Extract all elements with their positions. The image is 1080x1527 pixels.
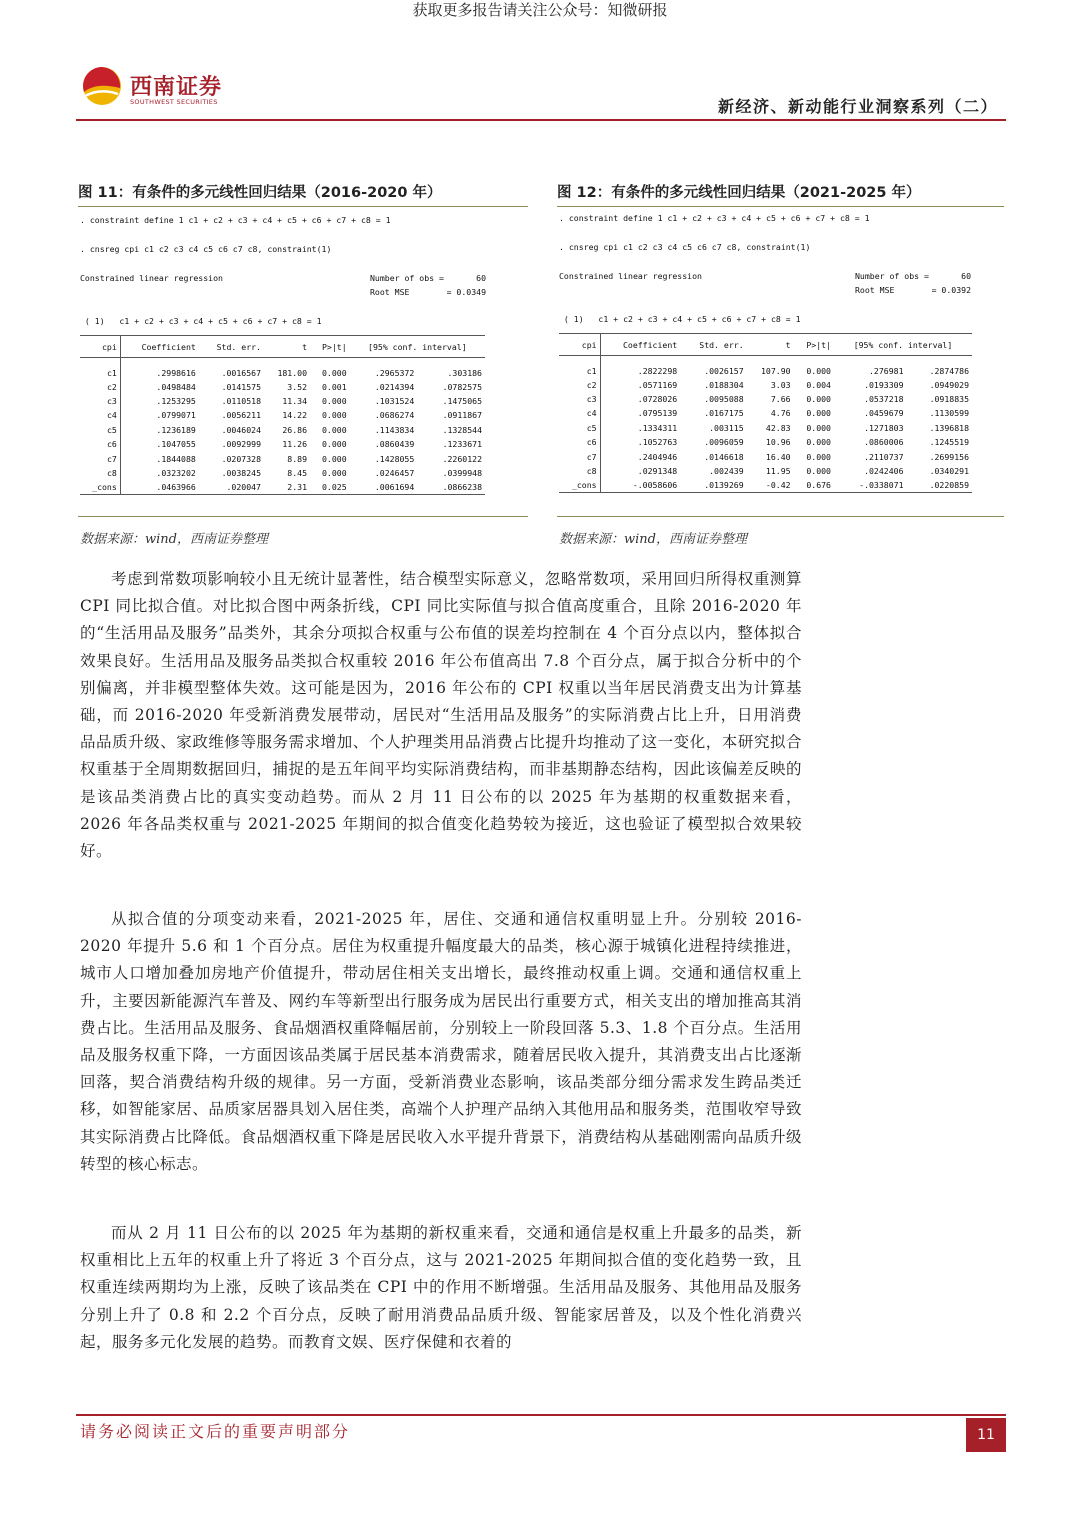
table-cell: .0139269 <box>704 480 744 491</box>
regression-command: . cnsreg cpi c1 c2 c3 c4 c5 c6 c7 c8, constraint(1) <box>80 244 332 254</box>
table-cell: .1233671 <box>442 439 482 450</box>
table-cell: .0026157 <box>704 365 744 376</box>
table-cell: .1844088 <box>156 453 196 464</box>
table-cell: c8 <box>80 466 120 480</box>
table-cell: -0.42 <box>765 480 791 491</box>
footer-divider <box>76 1414 1006 1416</box>
nobs-value: 60 <box>476 273 486 283</box>
table-cell: .0146618 <box>704 451 744 462</box>
table-cell: .1047055 <box>156 439 196 450</box>
table-cell: c5 <box>80 423 120 437</box>
table-cell: 3.52 <box>287 381 308 392</box>
regression-command: . cnsreg cpi c1 c2 c3 c4 c5 c6 c7 c8, constraint(1) <box>559 242 811 252</box>
table-cell: 0.000 <box>806 408 831 419</box>
stata-output <box>557 207 1004 517</box>
col-header: Coefficient <box>622 339 678 350</box>
constraint-line: ( 1) c1 + c2 + c3 + c4 + c5 + c6 + c7 + c8 = 1 <box>80 316 322 326</box>
table-row <box>559 378 972 392</box>
table-cell: .0220859 <box>929 480 969 491</box>
table-cell: 11.95 <box>765 466 791 477</box>
figure-12 <box>557 183 1004 517</box>
table-cell: .0214394 <box>374 381 415 392</box>
table-cell: c7 <box>80 451 120 465</box>
figure-12-source: 数据来源：wind，西南证券整理 <box>559 532 747 547</box>
table-cell: .0728026 <box>637 394 678 405</box>
col-header: Std. err. <box>699 339 744 350</box>
table-row <box>80 380 485 394</box>
table-cell: .0038245 <box>221 468 261 479</box>
table-cell: 0.001 <box>322 381 347 392</box>
table-cell: _cons <box>559 478 600 492</box>
table-header-row <box>80 336 485 358</box>
table-cell: .0782575 <box>442 381 482 392</box>
table-cell: 0.000 <box>322 410 347 421</box>
table-cell: -.0058606 <box>632 480 678 491</box>
table-cell: .1396818 <box>929 422 969 433</box>
table-cell: 0.000 <box>806 451 831 462</box>
table-cell: .0866238 <box>442 482 482 493</box>
table-cell: .0167175 <box>704 408 744 419</box>
table-cell: .2404946 <box>637 451 678 462</box>
table-cell: 0.000 <box>322 424 347 435</box>
table-cell: .1052763 <box>637 437 678 448</box>
table-cell: c7 <box>559 449 600 463</box>
rmse-value: = 0.0392 <box>931 285 971 295</box>
table-cell: 0.676 <box>806 480 831 491</box>
table-cell: c5 <box>559 421 600 435</box>
series-title: 新经济、新动能行业洞察系列（二） <box>717 97 998 116</box>
table-cell: 16.40 <box>765 451 791 462</box>
constraint-command: . constraint define 1 c1 + c2 + c3 + c4 + c5 + c6 + c7 + c8 = 1 <box>559 213 870 223</box>
rmse-value: = 0.0349 <box>446 287 486 297</box>
table-cell: .0242406 <box>864 466 904 477</box>
table-row <box>80 466 485 480</box>
table-cell: c3 <box>80 394 120 408</box>
table-cell: .0860439 <box>374 439 415 450</box>
table-cell: c4 <box>80 408 120 422</box>
table-cell: .0141575 <box>221 381 261 392</box>
table-cell: 181.00 <box>277 367 308 378</box>
table-cell: 0.000 <box>806 437 831 448</box>
table-cell: .0056211 <box>221 410 261 421</box>
table-cell: 26.86 <box>282 424 308 435</box>
table-cell: .0799071 <box>156 410 196 421</box>
col-header: P>|t| <box>806 339 831 350</box>
table-row <box>559 449 972 463</box>
constraint-command: . constraint define 1 c1 + c2 + c3 + c4 + c5 + c6 + c7 + c8 = 1 <box>80 215 391 225</box>
table-cell: .020047 <box>226 482 261 493</box>
brand-name-en: SOUTHWEST SECURITIES <box>130 98 218 106</box>
table-cell: .0061694 <box>374 482 415 493</box>
table-cell: .0459679 <box>864 408 904 419</box>
table-cell: 107.90 <box>760 365 791 376</box>
col-header: cpi <box>80 336 120 358</box>
col-header: [95% conf. interval] <box>853 339 953 350</box>
nobs-value: 60 <box>961 271 971 281</box>
footer-disclaimer: 请务必阅读正文后的重要声明部分 <box>80 1422 351 1441</box>
table-cell: .1236189 <box>156 424 196 435</box>
rmse-label: Root MSE <box>370 287 410 297</box>
table-row <box>80 451 485 465</box>
table-cell: .0463966 <box>156 482 196 493</box>
stata-output <box>78 207 528 517</box>
table-cell: .2965372 <box>374 367 415 378</box>
figure-title: 图 12：有条件的多元线性回归结果（2021-2025 年） <box>557 183 1004 207</box>
table-cell: .2110737 <box>864 451 904 462</box>
table-row <box>559 392 972 406</box>
table-row <box>559 464 972 478</box>
table-cell: 3.03 <box>770 379 791 390</box>
col-header: [95% conf. interval] <box>368 341 467 352</box>
brand-logo <box>82 66 242 110</box>
col-header: t <box>785 339 791 350</box>
table-cell: .0323202 <box>156 468 196 479</box>
col-header: Coefficient <box>141 341 196 352</box>
table-cell: .1143834 <box>374 424 415 435</box>
table-row <box>559 356 972 378</box>
model-title: Constrained linear regression <box>559 271 702 281</box>
table-cell: .0911867 <box>442 410 482 421</box>
table-cell: 10.96 <box>765 437 791 448</box>
table-cell: 11.26 <box>282 439 308 450</box>
table-cell: .276981 <box>869 365 904 376</box>
table-cell: .2874786 <box>929 365 969 376</box>
table-cell: 0.004 <box>806 379 831 390</box>
body-paragraph: 从拟合值的分项变动来看，2021-2025 年，居住、交通和通信权重明显上升。分别较 2016-2020 年提升 5.6 和 1 个百分点。居住为权重提升幅度最大的品类，核心源于城镇化进程持续推进，城市人口增加叠加房地产价值提升，带动居住相关支出增长，最终推动权重上调。交通和通信权重上升，主要因新能源汽车普及、网约车等新型出行服务成为居民出行重要方式，相关支出的增加推高其消费占比。生活用品及服务、食品烟酒权重降幅居前，分别较上一阶段回落 5.3、1.8 个百分点。生活用品及服务权重下降，一方面因该品类属于居民基本消费需求，随着居民收入提升，其消费支出占比逐渐回落，契合消费结构升级的规律。另一方面，受新消费业态影响，该品类部分细分需求发生跨品类迁移，如智能家居、品质家居器具划入居住类，高端个人护理产品纳入其他用品和服务类，范围收窄导致其实际消费占比降低。食品烟酒权重下降是居民收入水平提升背景下，消费结构从基础刚需向品质升级转型的核心标志。 <box>80 910 802 1173</box>
regression-table <box>559 333 972 493</box>
table-cell: .0246457 <box>374 468 415 479</box>
table-cell: 0.025 <box>322 482 347 493</box>
brand-name-cn: 西南证券 <box>130 74 223 100</box>
table-cell: 14.22 <box>282 410 308 421</box>
table-cell: .0949029 <box>929 379 969 390</box>
table-cell: .303186 <box>447 367 482 378</box>
table-cell: .0340291 <box>929 466 969 477</box>
table-header-row <box>559 334 972 356</box>
table-cell: .1475065 <box>442 396 482 407</box>
table-cell: .0016567 <box>221 367 261 378</box>
table-cell: 7.66 <box>770 394 791 405</box>
table-cell: .2822298 <box>637 365 678 376</box>
table-cell: c1 <box>559 356 600 378</box>
table-cell: .1271803 <box>864 422 904 433</box>
table-cell: .003115 <box>709 422 744 433</box>
table-cell: .0498484 <box>156 381 196 392</box>
table-cell: .1328544 <box>442 424 482 435</box>
col-header: t <box>302 341 308 352</box>
table-cell: .0537218 <box>864 394 904 405</box>
table-cell: .0193309 <box>864 379 904 390</box>
table-cell: .002439 <box>709 466 744 477</box>
table-cell: 0.000 <box>322 439 347 450</box>
table-row <box>80 437 485 451</box>
table-cell: c8 <box>559 464 600 478</box>
table-cell: .0571169 <box>637 379 678 390</box>
rmse-label: Root MSE <box>855 285 895 295</box>
table-row <box>559 421 972 435</box>
table-cell: .1334311 <box>637 422 678 433</box>
table-cell: .2260122 <box>442 453 482 464</box>
table-cell: .0860006 <box>864 437 904 448</box>
table-cell: c6 <box>80 437 120 451</box>
constraint-line: ( 1) c1 + c2 + c3 + c4 + c5 + c6 + c7 + c8 = 1 <box>559 314 801 324</box>
table-cell: -.0338071 <box>859 480 904 491</box>
table-cell: 0.000 <box>322 367 347 378</box>
table-cell: .1428055 <box>374 453 415 464</box>
nobs-label: Number of obs = <box>370 273 444 283</box>
table-cell: 42.83 <box>765 422 791 433</box>
table-cell: .0291348 <box>637 466 678 477</box>
header-divider <box>76 119 1006 121</box>
table-cell: .0918835 <box>929 394 969 405</box>
table-cell: c1 <box>80 358 120 380</box>
table-row <box>559 435 972 449</box>
table-cell: .2998616 <box>156 367 196 378</box>
table-cell: 0.000 <box>806 365 831 376</box>
col-header: cpi <box>559 334 600 356</box>
table-cell: .0686274 <box>374 410 415 421</box>
table-row <box>80 423 485 437</box>
col-header: Std. err. <box>216 341 261 352</box>
table-cell: c2 <box>80 380 120 394</box>
table-cell: 8.45 <box>287 468 308 479</box>
table-row <box>80 394 485 408</box>
table-cell: c3 <box>559 392 600 406</box>
model-title: Constrained linear regression <box>80 273 223 283</box>
body-paragraph: 而从 2 月 11 日公布的以 2025 年为基期的新权重来看，交通和通信是权重上升最多的品类，新权重相比上五年的权重上升了将近 3 个百分点，这与 2021-2025 年期间拟合值的变化趋势一致，且权重连续两期均为上涨，反映了该品类在 CPI 中的作用不断增强。生活用品及服务、其他用品及服务分别上升了 0.8 和 2.2 个百分点，反映了耐用消费品品质升级、智能家居普及，以及个性化消费兴起，服务多元化发展的趋势。而教育文娱、医疗保健和衣着的 <box>80 1224 802 1351</box>
brand-logo-icon <box>82 66 122 106</box>
table-cell: .1253295 <box>156 396 196 407</box>
table-cell: .1245519 <box>929 437 969 448</box>
table-row <box>80 408 485 422</box>
table-cell: .0399948 <box>442 468 482 479</box>
table-cell: c6 <box>559 435 600 449</box>
figure-11 <box>78 183 528 517</box>
table-cell: 0.000 <box>322 468 347 479</box>
page-number: 11 <box>966 1418 1006 1452</box>
table-cell: .1031524 <box>374 396 415 407</box>
table-row <box>80 358 485 380</box>
table-cell: 11.34 <box>282 396 308 407</box>
table-cell: 0.000 <box>806 394 831 405</box>
table-cell: .0795139 <box>637 408 678 419</box>
table-cell: .0046024 <box>221 424 261 435</box>
table-cell: .1130599 <box>929 408 969 419</box>
figure-title: 图 11：有条件的多元线性回归结果（2016-2020 年） <box>78 183 528 207</box>
body-paragraph: 考虑到常数项影响较小且无统计显著性，结合模型实际意义，忽略常数项，采用回归所得权重测算 CPI 同比拟合值。对比拟合图中两条折线，CPI 同比实际值与拟合值高度重合，且除 2016-2020 年的“生活用品及服务”品类外，其余分项拟合权重与公布值的误差均控制在 4 个百分点以内，整体拟合效果良好。生活用品及服务品类拟合权重较 2016 年公布值高出 7.8 个百分点，属于拟合分析中的个别偏离，并非模型整体失效。这可能是因为，2016 年公布的 CPI 权重以当年居民消费支出为计算基础，而 2016-2020 年受新消费发展带动，居民对“生活用品及服务”的实际消费占比上升，日用消费品品质升级、家政维修等服务需求增加、个人护理类用品消费占比提升均推动了这一变化，本研究拟合权重基于全周期数据回归，捕捉的是五年间平均实际消费结构，而非基期静态结构，因此该偏差反映的是该品类消费占比的真实变动趋势。而从 2 月 11 日公布的以 2025 年为基期的权重数据来看，2026 年各品类权重与 2021-2025 年期间的拟合值变化趋势较为接近，这也验证了模型拟合效果较好。 <box>80 570 802 861</box>
regression-table <box>80 335 485 495</box>
table-cell: .0092999 <box>221 439 261 450</box>
table-cell: 0.000 <box>806 466 831 477</box>
table-cell: .0188304 <box>704 379 744 390</box>
table-cell: .0096059 <box>704 437 744 448</box>
top-watermark: 获取更多报告请关注公众号：知微研报 <box>412 1 668 19</box>
figure-11-source: 数据来源：wind，西南证券整理 <box>80 532 268 547</box>
table-cell: c2 <box>559 378 600 392</box>
table-row <box>559 406 972 420</box>
table-cell: 0.000 <box>322 453 347 464</box>
col-header: P>|t| <box>322 341 347 352</box>
table-cell: 8.89 <box>287 453 308 464</box>
table-cell: .0110518 <box>221 396 261 407</box>
table-cell: c4 <box>559 406 600 420</box>
nobs-label: Number of obs = <box>855 271 929 281</box>
table-cell: 0.000 <box>322 396 347 407</box>
table-row <box>80 480 485 494</box>
table-cell: 0.000 <box>806 422 831 433</box>
table-cell: _cons <box>80 480 120 494</box>
table-cell: .2699156 <box>929 451 969 462</box>
table-cell: .0095088 <box>704 394 744 405</box>
table-cell: 2.31 <box>287 482 308 493</box>
table-cell: .0207328 <box>221 453 261 464</box>
table-cell: 4.76 <box>770 408 791 419</box>
table-row <box>559 478 972 492</box>
